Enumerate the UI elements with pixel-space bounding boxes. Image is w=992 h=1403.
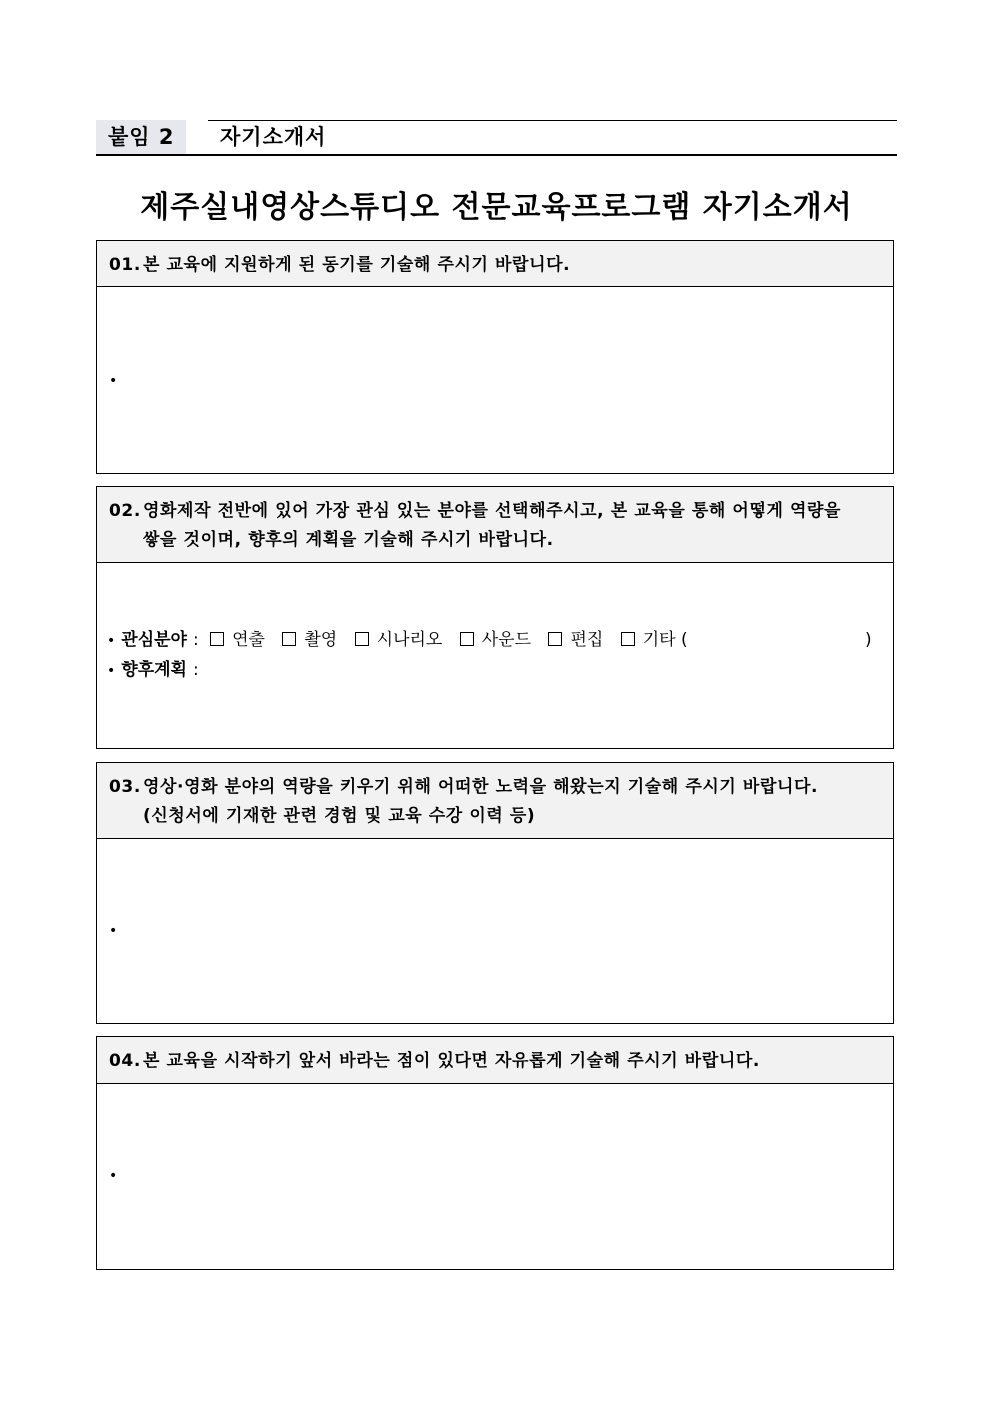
question-header-2 [97,487,893,563]
question-section-2 [96,486,894,749]
attachment-title: 자기소개서 [220,125,327,149]
question-header-3 [97,763,893,839]
checkbox[interactable] [621,632,635,646]
answer-area-1[interactable] [97,287,893,473]
checkbox[interactable] [210,632,224,646]
bullet: • [109,373,118,389]
checkbox[interactable] [548,632,562,646]
checkbox[interactable] [282,632,296,646]
option-label: 시나리오 [376,630,443,650]
option-sound[interactable] [460,629,531,651]
colon: : [192,660,199,680]
answer-area-4[interactable] [97,1084,893,1269]
colon: : [192,630,199,650]
interest-label: 관심분야 [121,630,187,650]
question-section-4 [96,1036,894,1270]
question-section-3 [96,762,894,1024]
header-bottom-rule [96,154,897,156]
option-other[interactable] [621,629,688,651]
checkbox[interactable] [460,632,474,646]
question-header-1 [97,241,893,287]
question-number: 04. [109,1051,141,1071]
option-cinematography[interactable] [282,629,337,651]
question-line: (신청서에 기재한 관련 경험 및 교육 수강 이력 등) [143,806,536,826]
option-label: 촬영 [304,630,338,650]
option-editing[interactable] [548,629,603,651]
question-text: 본 교육에 지원하게 된 동기를 기술해 주시기 바랍니다. [143,255,571,275]
document-title: 제주실내영상스튜디오 전문교육프로그램 자기소개서 [140,190,853,225]
attachment-header [96,120,897,156]
question-line: 쌓을 것이며, 향후의 계획을 기술해 주시기 바랍니다. [143,530,554,550]
other-close-paren: ) [865,630,872,650]
option-label: 연출 [232,630,265,650]
bullet: • [107,633,116,649]
question-text: 영상·영화 분야의 역량을 키우기 위해 어떠한 노력을 해왔는지 기술해 주시기 바랍니다. [143,777,819,797]
question-line [109,251,887,280]
question-text: 본 교육을 시작하기 앞서 바라는 점이 있다면 자유롭게 기술해 주시기 바랍니다. [143,1051,760,1071]
option-screenplay[interactable] [355,629,443,651]
option-label: 편집 [570,630,604,650]
question-section-1 [96,240,894,474]
attachment-label: 붙임 2 [96,120,186,154]
answer-area-2[interactable] [97,563,893,748]
question-number: 01. [109,255,141,275]
plan-field-row [107,659,205,682]
option-label: 사운드 [481,630,532,650]
question-line [109,773,887,802]
interest-field-row [107,629,700,652]
checkbox[interactable] [355,632,369,646]
question-text: 영화제작 전반에 있어 가장 관심 있는 분야를 선택해주시고, 본 교육을 통해 어떻게 역량을 [143,501,842,521]
plan-label: 향후계획 [121,660,187,680]
question-number: 03. [109,777,141,797]
bullet: • [109,1168,118,1184]
question-line [109,497,887,526]
answer-area-3[interactable] [97,839,893,1023]
question-line [109,1047,887,1076]
question-number: 02. [109,501,141,521]
question-header-4 [97,1037,893,1084]
bullet: • [107,663,116,679]
option-label: 기타 ( [642,630,688,650]
option-directing[interactable] [210,629,265,651]
bullet: • [109,923,118,939]
